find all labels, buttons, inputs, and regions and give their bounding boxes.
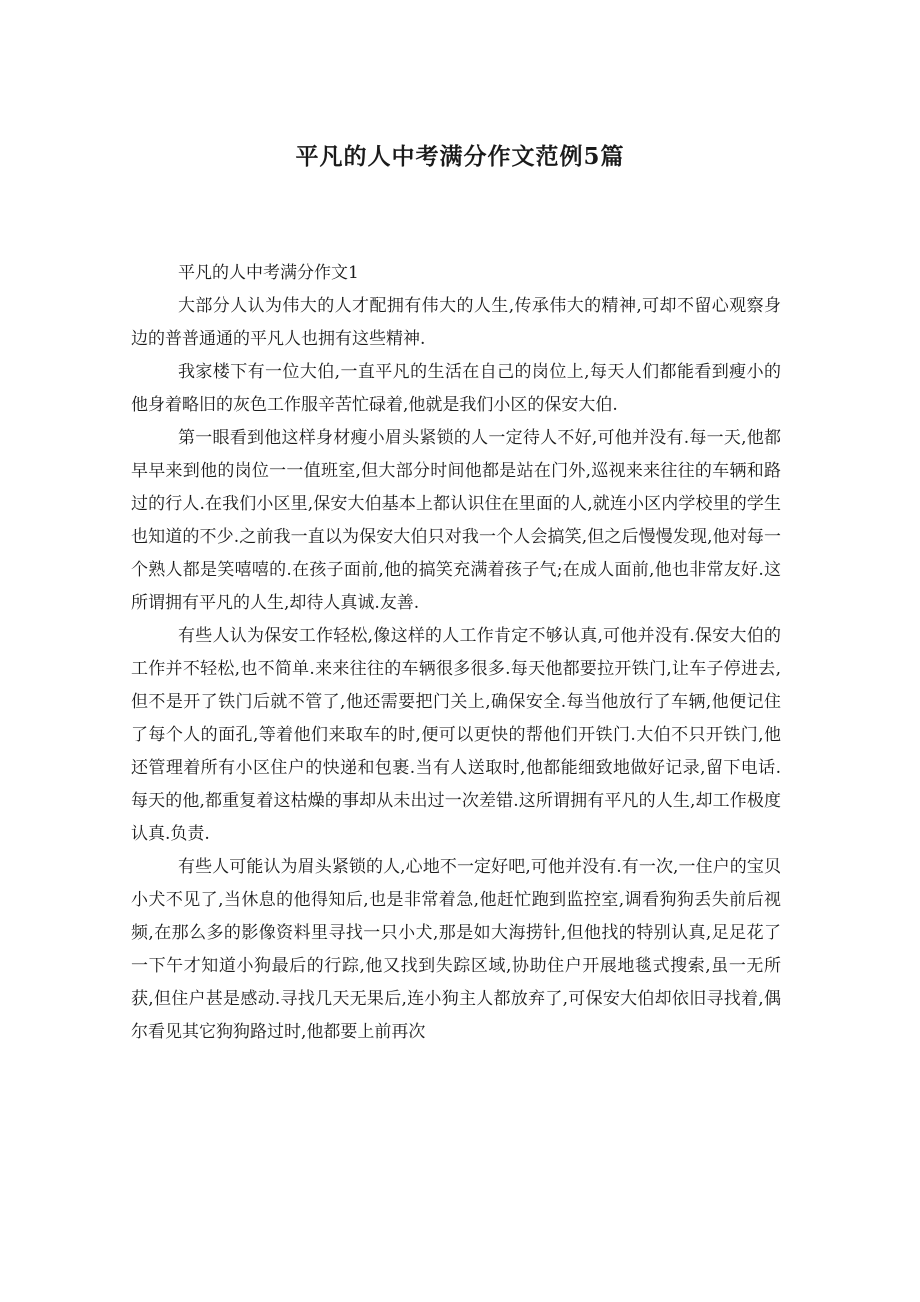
paragraph-4: 有些人认为保安工作轻松,像这样的人工作肯定不够认真,可他并没有.保安大伯的工作并不轻松,也不简单.来来往往的车辆很多很多.每天他都要拉开铁门,让车子停进去,但不是开了铁门后就不管了,他还需要把门关上,确保安全.每当他放行了车辆,他便记住了每个人的面孔,等着他们来取车的时,便可以更快的帮他们开铁门.大伯不只开铁门,他还管理着所有小区住户的快递和包裹.当有人送取时,他都能细致地做好记录,留下电话.每天的他,都重复着这枯燥的事却从未出过一次差错.这所谓拥有平凡的人生,却工作极度认真.负责. bbox=[131, 626, 781, 844]
paragraph-5: 有些人可能认为眉头紧锁的人,心地不一定好吧,可他并没有.有一次,一住户的宝贝小犬不见了,当休息的他得知后,也是非常着急,他赶忙跑到监控室,调看狗狗丢失前后视频,在那么多的影像资料里寻找一只小犬,那是如大海捞针,但他找的特别认真,足足花了一下午才知道小狗最后的行踪,他又找到失踪区域,协助住户开展地毯式搜索,虽一无所获,但住户甚是感动.寻找几天无果后,连小狗主人都放弃了,可保安大伯却依旧寻找着,偶尔看见其它狗狗路过时,他都要上前再次 bbox=[131, 857, 781, 1042]
document-body bbox=[131, 257, 781, 1049]
paragraph-2: 我家楼下有一位大伯,一直平凡的生活在自己的岗位上,每天人们都能看到瘦小的他身着略旧的灰色工作服辛苦忙碌着,他就是我们小区的保安大伯. bbox=[131, 362, 781, 415]
paragraph-1: 大部分人认为伟大的人才配拥有伟大的人生,传承伟大的精神,可却不留心观察身边的普普通通的平凡人也拥有这些精神. bbox=[131, 296, 781, 349]
section-heading: 平凡的人中考满分作文1 bbox=[178, 263, 359, 283]
paragraph-3: 第一眼看到他这样身材瘦小眉头紧锁的人一定待人不好,可他并没有.每一天,他都早早来到他的岗位一一值班室,但大部分时间他都是站在门外,巡视来来往往的车辆和路过的行人.在我们小区里,保安大伯基本上都认识住在里面的人,就连小区内学校里的学生也知道的不少.之前我一直以为保安大伯只对我一个人会搞笑,但之后慢慢发现,他对每一个熟人都是笑嘻嘻的.在孩子面前,他的搞笑充满着孩子气;在成人面前,他也非常友好.这所谓拥有平凡的人生,却待人真诚.友善. bbox=[131, 428, 781, 613]
document-title: 平凡的人中考满分作文范例5篇 bbox=[295, 143, 625, 170]
